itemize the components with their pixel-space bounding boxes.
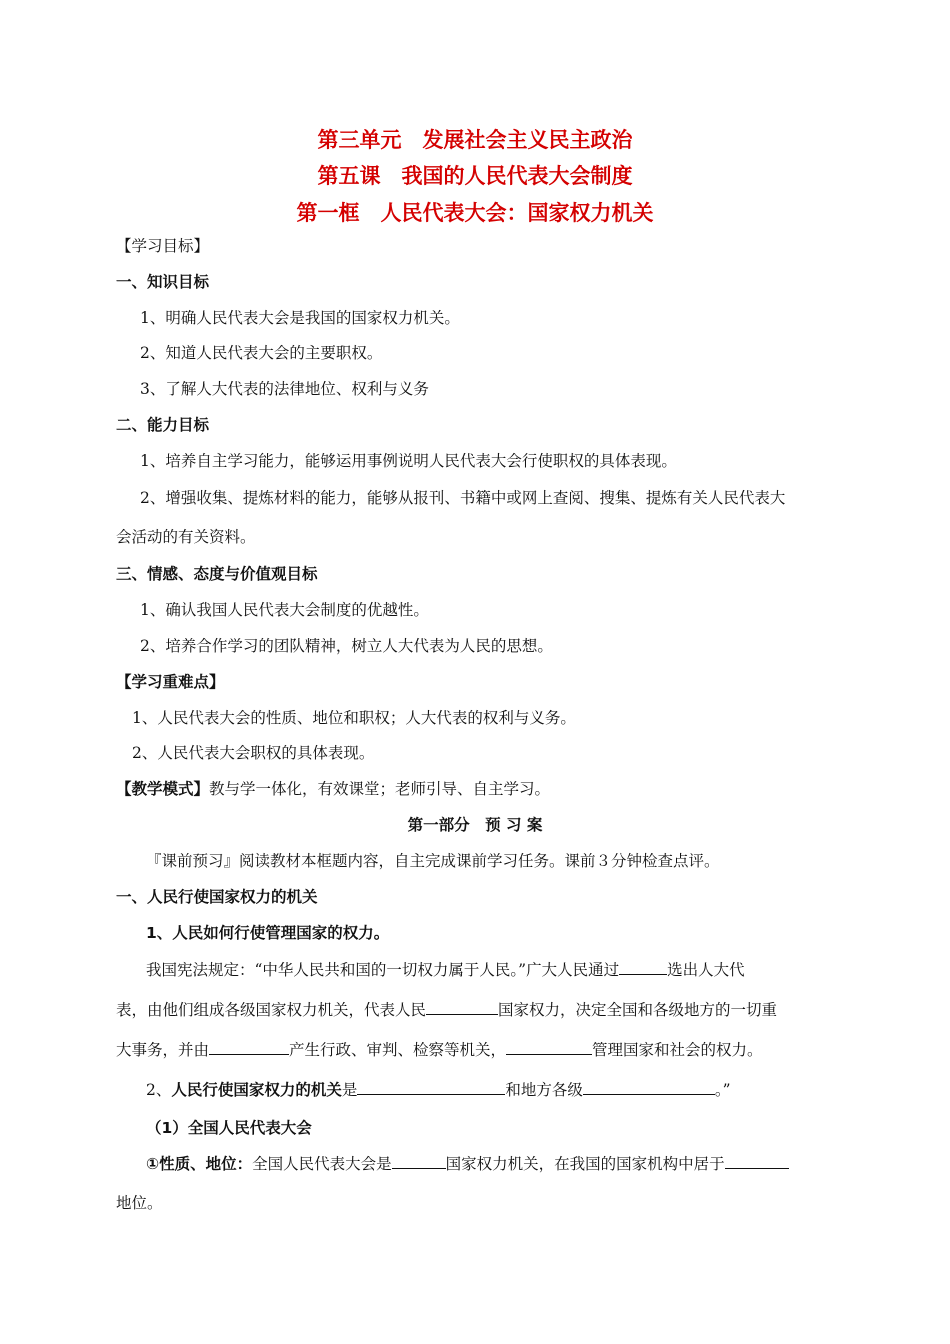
text-segment: 。” [714,1081,731,1099]
question-1-line [116,1040,763,1060]
emotion-item: 2、培养合作学习的团队精神，树立人大代表为人民的思想。 [140,637,553,655]
teaching-mode-text: 教与学一体化，有效课堂；老师引导、自主学习。 [209,780,551,798]
text-segment: 和地方各级 [505,1081,583,1099]
part-one-heading: 第一部分 预 习 案 [407,816,543,834]
nature-label: ①性质、地位： [146,1155,253,1173]
text-segment: 大事务，并由 [116,1041,210,1059]
teaching-mode-label: 【教学模式】 [116,780,210,798]
knowledge-heading: 一、知识目标 [116,273,210,291]
emotion-heading: 三、情感、态度与价值观目标 [116,565,318,583]
section-heading: 一、人民行使国家权力的机关 [116,888,318,906]
key-point-item: 2、人民代表大会职权的具体表现。 [132,744,375,762]
text-segment: 2、 [146,1081,172,1099]
subsection-heading: （1）全国人民代表大会 [146,1119,312,1137]
objectives-header: 【学习目标】 [116,237,210,255]
question-1-line [146,960,745,980]
lesson-title: 第五课 我国的人民代表大会制度 [317,164,633,188]
text-segment-bold: 人民行使国家权力的机关 [171,1081,342,1099]
ability-item-continued: 会活动的有关资料。 [116,528,256,546]
question-2-line [146,1080,731,1100]
text-segment: 国家权力，决定全国和各级地方的一切重 [498,1001,778,1019]
question-1-line [116,1000,777,1020]
preview-intro: 『课前预习』阅读教材本框题内容，自主完成课前学习任务。课前３分钟检查点评。 [146,852,720,870]
ability-heading: 二、能力目标 [116,416,210,434]
ability-item: 1、培养自主学习能力，能够运用事例说明人民代表大会行使职权的具体表现。 [140,452,677,470]
fill-blank[interactable] [426,1000,498,1015]
nature-line [146,1154,789,1174]
text-segment: 表，由他们组成各级国家权力机关，代表人民 [116,1001,427,1019]
knowledge-item: 2、知道人民代表大会的主要职权。 [140,344,383,362]
fill-blank[interactable] [209,1040,289,1055]
fill-blank[interactable] [357,1080,505,1095]
unit-title: 第三单元 发展社会主义民主政治 [317,128,633,152]
fill-blank[interactable] [392,1154,446,1169]
knowledge-item: 1、明确人民代表大会是我国的国家权力机关。 [140,309,460,327]
text-segment: 国家权力机关，在我国的国家机构中居于 [445,1155,725,1173]
text-segment: 选出人大代 [667,961,745,979]
text-segment: 产生行政、审判、检察等机关， [289,1041,507,1059]
frame-title: 第一框 人民代表大会：国家权力机关 [296,201,654,225]
key-points-header: 【学习重难点】 [116,673,225,691]
knowledge-item: 3、了解人大代表的法律地位、权利与义务 [140,380,429,398]
fill-blank[interactable] [619,960,667,975]
key-point-item: 1、人民代表大会的性质、地位和职权；人大代表的权利与义务。 [132,709,576,727]
emotion-item: 1、确认我国人民代表大会制度的优越性。 [140,601,429,619]
text-segment: 管理国家和社会的权力。 [592,1041,763,1059]
text-segment: 我国宪法规定：“中华人民共和国的一切权力属于人民。”广大人民通过 [146,961,620,979]
question-1-heading: 1、人民如何行使管理国家的权力。 [146,924,390,942]
fill-blank[interactable] [506,1040,592,1055]
ability-item: 2、增强收集、提炼材料的能力，能够从报刊、书籍中或网上查阅、搜集、提炼有关人民代表大 [140,489,786,507]
fill-blank[interactable] [725,1154,789,1169]
text-segment: 是 [341,1081,358,1099]
fill-blank[interactable] [583,1080,715,1095]
text-segment: 全国人民代表大会是 [252,1155,392,1173]
teaching-mode [116,779,550,799]
nature-line-end: 地位。 [116,1194,163,1212]
